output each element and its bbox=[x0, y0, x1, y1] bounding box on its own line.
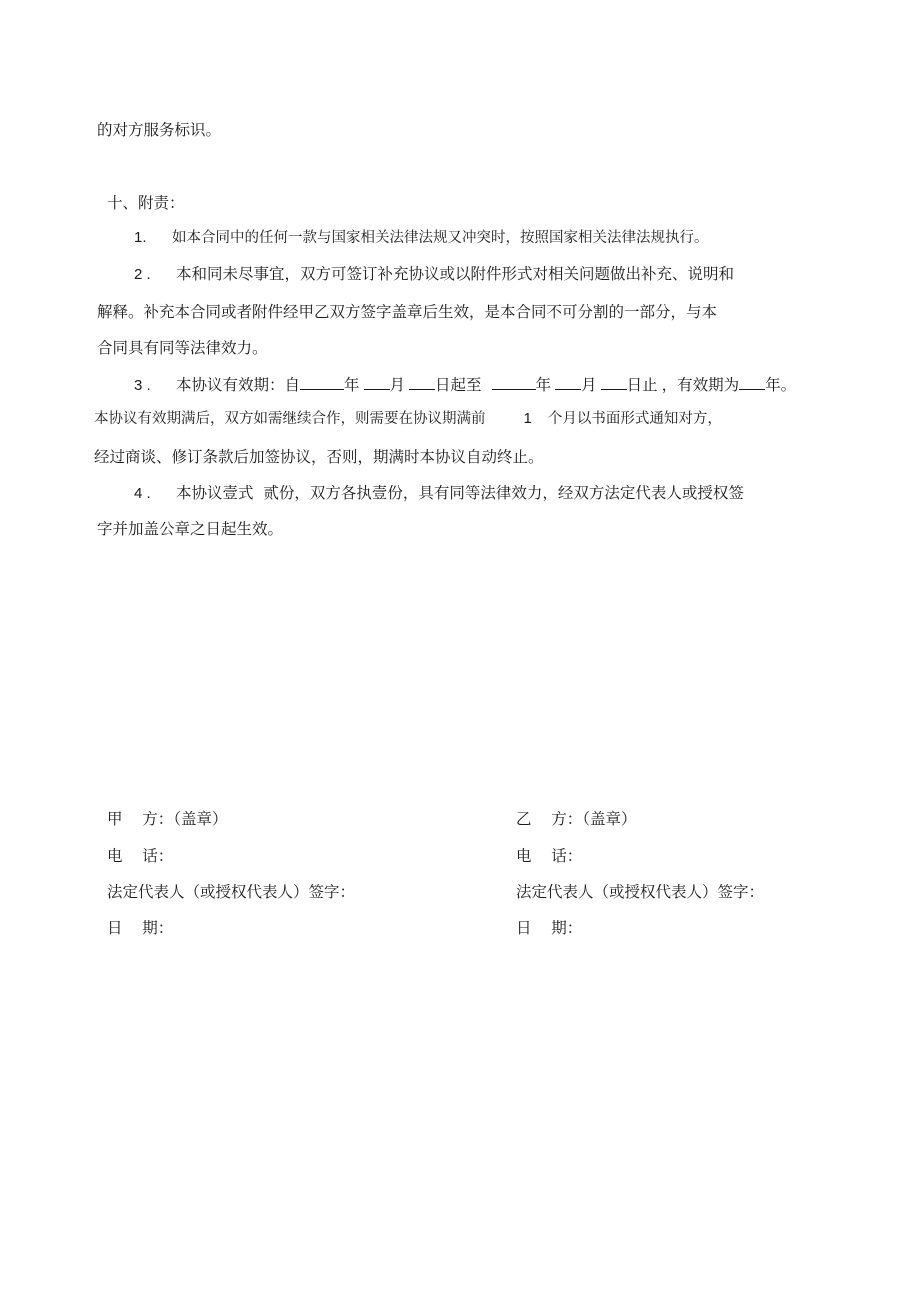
clause-2-number: 2 . bbox=[134, 266, 151, 283]
section-title bbox=[107, 193, 185, 213]
party-b-seal-text: 乙 方：（盖章） bbox=[516, 810, 637, 828]
end-month-label: 月 bbox=[581, 376, 597, 394]
end-year-label: 年 bbox=[535, 376, 552, 394]
start-month-blank[interactable] bbox=[364, 373, 390, 390]
clause-3-number: 3 . bbox=[134, 377, 151, 394]
previous-line bbox=[97, 120, 221, 140]
clause-3-line-1 bbox=[134, 373, 796, 396]
start-day-blank[interactable] bbox=[409, 373, 435, 390]
party-b-representative bbox=[516, 882, 764, 902]
clause-4-text-2: 字并加盖公章之日起生效。 bbox=[97, 520, 284, 538]
section-title-text: 十、附责： bbox=[107, 194, 185, 212]
party-a-representative bbox=[107, 882, 355, 902]
party-a-date bbox=[107, 918, 173, 938]
party-a-seal-text: 甲 方：（盖章） bbox=[107, 810, 228, 828]
clause-4-line-1 bbox=[134, 483, 744, 504]
clause-1 bbox=[134, 228, 709, 248]
party-b-date-label: 日 期： bbox=[516, 919, 583, 937]
start-year-blank[interactable] bbox=[300, 373, 344, 390]
clause-2-line-2 bbox=[97, 302, 717, 322]
valid-years-label: 年。 bbox=[765, 376, 797, 394]
valid-period-label: ，有效期为 bbox=[661, 376, 740, 394]
start-month-label: 月 bbox=[389, 376, 406, 394]
party-b-representative-label: 法定代表人（或授权代表人）签字： bbox=[516, 883, 765, 901]
clause-4-number: 4 . bbox=[134, 485, 151, 502]
party-b-phone-label: 电 话： bbox=[516, 847, 583, 865]
party-a-seal bbox=[107, 809, 227, 829]
party-a-representative-label: 法定代表人（或授权代表人）签字： bbox=[107, 883, 356, 901]
clause-2-line-1 bbox=[134, 264, 734, 285]
start-year-label: 年 bbox=[344, 376, 360, 394]
clause-3-line-2 bbox=[94, 409, 722, 429]
party-a-phone bbox=[107, 846, 173, 866]
valid-years-blank[interactable] bbox=[739, 373, 765, 390]
clause-4-line-2 bbox=[97, 519, 283, 539]
party-b-date bbox=[516, 918, 582, 938]
clause-2-text-2: 解释。补充本合同或者附件经甲乙双方签字盖章后生效，是本合同不可分割的一部分，与本 bbox=[97, 303, 718, 321]
end-month-blank[interactable] bbox=[555, 373, 581, 390]
end-day-label: 日止 bbox=[626, 376, 658, 394]
clause-2-line-3 bbox=[97, 338, 268, 358]
party-a-date-label: 日 期： bbox=[107, 919, 174, 937]
clause-2-text-1: 本和同未尽事宜，双方可签订补充协议或以附件形式对相关问题做出补充、说明和 bbox=[176, 265, 735, 283]
party-b-phone bbox=[516, 846, 582, 866]
clause-3-text-3: 经过商谈、修订条款后加签协议，否则，期满时本协议自动终止。 bbox=[94, 448, 544, 466]
clause-3-start: 本协议有效期：自 bbox=[176, 376, 301, 394]
clause-3-text-2b: 个月以书面形式通知对方， bbox=[547, 411, 722, 427]
end-year-blank[interactable] bbox=[492, 373, 536, 390]
clause-1-text: 如本合同中的任何一款与国家相关法律法规又冲突时，按照国家相关法律法规执行。 bbox=[172, 230, 709, 246]
party-a-phone-label: 电 话： bbox=[107, 847, 174, 865]
clause-4-text-1: 本协议壹式 贰份，双方各执壹份，具有同等法律效力，经双方法定代表人或授权签 bbox=[176, 484, 744, 502]
end-day-blank[interactable] bbox=[601, 373, 627, 390]
clause-2-text-3: 合同具有同等法律效力。 bbox=[97, 339, 268, 357]
notice-months: 1 bbox=[523, 410, 532, 427]
clause-1-number: 1. bbox=[134, 229, 147, 246]
clause-3-line-3 bbox=[94, 447, 544, 467]
clause-3-text-2a: 本协议有效期满后，双方如需继续合作，则需要在协议期满前 bbox=[94, 411, 486, 427]
previous-line-text: 的对方服务标识。 bbox=[97, 121, 222, 139]
party-b-seal bbox=[516, 809, 636, 829]
start-day-label: 日起至 bbox=[435, 376, 482, 394]
